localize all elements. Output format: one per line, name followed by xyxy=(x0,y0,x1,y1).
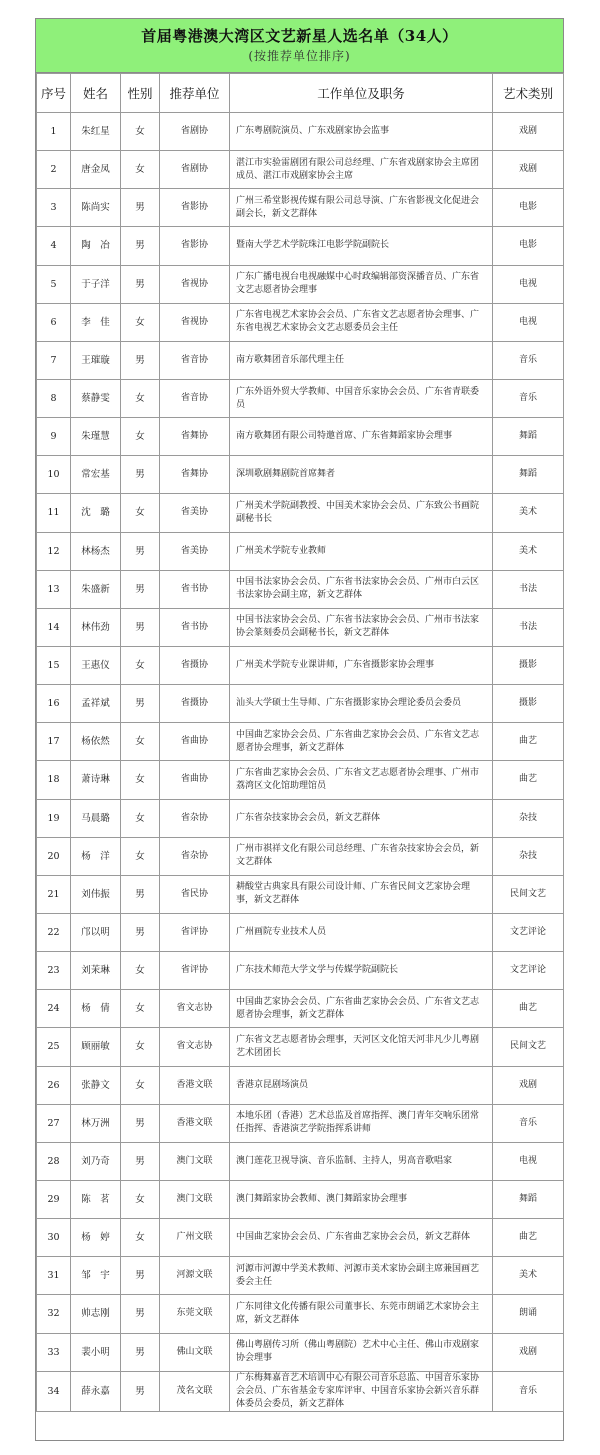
column-header-art-category: 艺术类别 xyxy=(493,74,564,113)
row-number-cell: 5 xyxy=(37,265,71,303)
row-number-cell: 9 xyxy=(37,418,71,456)
art-category-cell: 摄影 xyxy=(493,685,564,723)
table-row xyxy=(37,494,564,532)
person-name-cell: 顾丽敏 xyxy=(71,1028,121,1066)
recommending-unit-cell: 澳门文联 xyxy=(160,1142,230,1180)
person-name-cell: 王惠仪 xyxy=(71,646,121,684)
row-number-cell: 16 xyxy=(37,685,71,723)
table-row xyxy=(37,1295,564,1333)
gender-cell: 男 xyxy=(121,456,160,494)
row-number-cell: 7 xyxy=(37,341,71,379)
recommending-unit-cell: 省评协 xyxy=(160,913,230,951)
gender-cell: 男 xyxy=(121,227,160,265)
table-row xyxy=(37,227,564,265)
person-name-cell: 蔡静雯 xyxy=(71,379,121,417)
row-number-cell: 17 xyxy=(37,723,71,761)
gender-cell: 男 xyxy=(121,685,160,723)
gender-cell: 男 xyxy=(121,1142,160,1180)
table-row xyxy=(37,723,564,761)
art-category-cell: 舞蹈 xyxy=(493,1180,564,1218)
art-category-cell: 音乐 xyxy=(493,1104,564,1142)
column-header-gender: 性别 xyxy=(121,74,160,113)
row-number-cell: 8 xyxy=(37,379,71,417)
table-row xyxy=(37,113,564,151)
row-number-cell: 12 xyxy=(37,532,71,570)
work-unit-and-title-cell: 广州美术学院专业教师 xyxy=(230,532,493,570)
row-number-cell: 34 xyxy=(37,1371,71,1411)
table-row xyxy=(37,341,564,379)
recommending-unit-cell: 省书协 xyxy=(160,608,230,646)
table-row xyxy=(37,837,564,875)
gender-cell: 男 xyxy=(121,608,160,646)
person-name-cell: 孟祥斌 xyxy=(71,685,121,723)
art-category-cell: 杂技 xyxy=(493,837,564,875)
column-header-name: 姓名 xyxy=(71,74,121,113)
person-name-cell: 李 佳 xyxy=(71,303,121,341)
row-number-cell: 13 xyxy=(37,570,71,608)
table-row xyxy=(37,1028,564,1066)
roster-body xyxy=(37,113,564,1412)
table-row xyxy=(37,761,564,799)
recommending-unit-cell: 省音协 xyxy=(160,379,230,417)
row-number-cell: 28 xyxy=(37,1142,71,1180)
work-unit-and-title-cell: 本地乐团（香港）艺术总监及首席指挥、澳门青年交响乐团常任指挥、香港演艺学院指挥系讲师 xyxy=(230,1104,493,1142)
art-category-cell: 美术 xyxy=(493,532,564,570)
person-name-cell: 陈 茗 xyxy=(71,1180,121,1218)
work-unit-and-title-cell: 广东省电视艺术家协会会员、广东省文艺志愿者协会理事、广东省电视艺术家协会文艺志愿委员会主任 xyxy=(230,303,493,341)
recommending-unit-cell: 广州文联 xyxy=(160,1219,230,1257)
person-name-cell: 林杨杰 xyxy=(71,532,121,570)
person-name-cell: 沈 璐 xyxy=(71,494,121,532)
table-row xyxy=(37,1371,564,1411)
art-category-cell: 戏剧 xyxy=(493,113,564,151)
page-title: 首届粤港澳大湾区文艺新星人选名单（34人） xyxy=(141,27,458,45)
column-header-work-unit: 工作单位及职务 xyxy=(230,74,493,113)
row-number-cell: 27 xyxy=(37,1104,71,1142)
gender-cell: 女 xyxy=(121,799,160,837)
recommending-unit-cell: 香港文联 xyxy=(160,1066,230,1104)
recommending-unit-cell: 省杂协 xyxy=(160,799,230,837)
row-number-cell: 18 xyxy=(37,761,71,799)
recommending-unit-cell: 香港文联 xyxy=(160,1104,230,1142)
work-unit-and-title-cell: 中国书法家协会会员、广东省书法家协会会员、广州市书法家协会篆刻委员会副秘书长，新文艺群体 xyxy=(230,608,493,646)
row-number-cell: 33 xyxy=(37,1333,71,1371)
art-category-cell: 曲艺 xyxy=(493,1219,564,1257)
row-number-cell: 19 xyxy=(37,799,71,837)
work-unit-and-title-cell: 广州三希堂影视传媒有限公司总导演、广东省影视文化促进会副会长，新文艺群体 xyxy=(230,189,493,227)
gender-cell: 男 xyxy=(121,1104,160,1142)
row-number-cell: 1 xyxy=(37,113,71,151)
person-name-cell: 杨 婷 xyxy=(71,1219,121,1257)
table-row xyxy=(37,418,564,456)
person-name-cell: 唐金凤 xyxy=(71,151,121,189)
column-header-number: 序号 xyxy=(37,74,71,113)
table-row xyxy=(37,1066,564,1104)
art-category-cell: 曲艺 xyxy=(493,761,564,799)
table-row xyxy=(37,990,564,1028)
person-name-cell: 林万洲 xyxy=(71,1104,121,1142)
table-row xyxy=(37,151,564,189)
art-category-cell: 电影 xyxy=(493,227,564,265)
table-row xyxy=(37,456,564,494)
person-name-cell: 帅志刚 xyxy=(71,1295,121,1333)
art-category-cell: 舞蹈 xyxy=(493,418,564,456)
gender-cell: 男 xyxy=(121,189,160,227)
gender-cell: 女 xyxy=(121,494,160,532)
work-unit-and-title-cell: 中国曲艺家协会会员、广东省曲艺家协会会员，新文艺群体 xyxy=(230,1219,493,1257)
table-row xyxy=(37,685,564,723)
art-category-cell: 民间文艺 xyxy=(493,1028,564,1066)
table-row xyxy=(37,532,564,570)
gender-cell: 女 xyxy=(121,418,160,456)
recommending-unit-cell: 东莞文联 xyxy=(160,1295,230,1333)
art-category-cell: 曲艺 xyxy=(493,990,564,1028)
table-row xyxy=(37,1180,564,1218)
work-unit-and-title-cell: 广东技术师范大学文学与传媒学院副院长 xyxy=(230,952,493,990)
art-category-cell: 美术 xyxy=(493,494,564,532)
table-row xyxy=(37,1333,564,1371)
recommending-unit-cell: 澳门文联 xyxy=(160,1180,230,1218)
work-unit-and-title-cell: 广东梅舞嘉音艺术培训中心有限公司音乐总监、中国音乐家协会会员、广东省基金专家库评审、中国音乐家协会新兴音乐群体委员会委员，新文艺群体 xyxy=(230,1371,493,1411)
table-row xyxy=(37,1257,564,1295)
recommending-unit-cell: 省音协 xyxy=(160,341,230,379)
person-name-cell: 刘伟振 xyxy=(71,875,121,913)
art-category-cell: 摄影 xyxy=(493,646,564,684)
person-name-cell: 朱红星 xyxy=(71,113,121,151)
person-name-cell: 杨 倩 xyxy=(71,990,121,1028)
person-name-cell: 朱盛新 xyxy=(71,570,121,608)
work-unit-and-title-cell: 南方歌舞团有限公司特邀首席、广东省舞蹈家协会理事 xyxy=(230,418,493,456)
art-category-cell: 朗诵 xyxy=(493,1295,564,1333)
recommending-unit-cell: 省美协 xyxy=(160,532,230,570)
recommending-unit-cell: 省书协 xyxy=(160,570,230,608)
art-category-cell: 戏剧 xyxy=(493,151,564,189)
art-category-cell: 电影 xyxy=(493,189,564,227)
recommending-unit-cell: 省文志协 xyxy=(160,1028,230,1066)
gender-cell: 女 xyxy=(121,1066,160,1104)
person-name-cell: 马晨璐 xyxy=(71,799,121,837)
work-unit-and-title-cell: 中国曲艺家协会会员、广东省曲艺家协会会员、广东省文艺志愿者协会理事，新文艺群体 xyxy=(230,723,493,761)
art-category-cell: 书法 xyxy=(493,570,564,608)
gender-cell: 女 xyxy=(121,646,160,684)
recommending-unit-cell: 河源文联 xyxy=(160,1257,230,1295)
gender-cell: 女 xyxy=(121,303,160,341)
gender-cell: 男 xyxy=(121,1333,160,1371)
person-name-cell: 薛永嘉 xyxy=(71,1371,121,1411)
gender-cell: 女 xyxy=(121,723,160,761)
work-unit-and-title-cell: 汕头大学硕士生导师、广东省摄影家协会理论委员会委员 xyxy=(230,685,493,723)
recommending-unit-cell: 省评协 xyxy=(160,952,230,990)
row-number-cell: 2 xyxy=(37,151,71,189)
person-name-cell: 萧诗琳 xyxy=(71,761,121,799)
gender-cell: 男 xyxy=(121,265,160,303)
table-row xyxy=(37,646,564,684)
work-unit-and-title-cell: 中国书法家协会会员、广东省书法家协会会员、广州市白云区书法家协会副主席，新文艺群体 xyxy=(230,570,493,608)
table-row xyxy=(37,379,564,417)
row-number-cell: 23 xyxy=(37,952,71,990)
gender-cell: 女 xyxy=(121,151,160,189)
work-unit-and-title-cell: 广东省曲艺家协会会员、广东省文艺志愿者协会理事、广州市荔湾区文化馆助理馆员 xyxy=(230,761,493,799)
person-name-cell: 刘茉琳 xyxy=(71,952,121,990)
gender-cell: 女 xyxy=(121,990,160,1028)
art-category-cell: 戏剧 xyxy=(493,1333,564,1371)
art-category-cell: 杂技 xyxy=(493,799,564,837)
work-unit-and-title-cell: 佛山粤剧传习所（佛山粤剧院）艺术中心主任、佛山市戏剧家协会理事 xyxy=(230,1333,493,1371)
person-name-cell: 刘乃奇 xyxy=(71,1142,121,1180)
page-subtitle: (按推荐单位排序) xyxy=(248,49,351,63)
row-number-cell: 32 xyxy=(37,1295,71,1333)
recommending-unit-cell: 省杂协 xyxy=(160,837,230,875)
recommending-unit-cell: 茂名文联 xyxy=(160,1371,230,1411)
gender-cell: 男 xyxy=(121,1371,160,1411)
row-number-cell: 21 xyxy=(37,875,71,913)
person-name-cell: 张静文 xyxy=(71,1066,121,1104)
table-row xyxy=(37,799,564,837)
person-name-cell: 常宏基 xyxy=(71,456,121,494)
column-header-recommending-unit: 推荐单位 xyxy=(160,74,230,113)
work-unit-and-title-cell: 湛江市实验雷剧团有限公司总经理、广东省戏剧家协会主席团成员、湛江市戏剧家协会主席 xyxy=(230,151,493,189)
person-name-cell: 陈尚实 xyxy=(71,189,121,227)
work-unit-and-title-cell: 暨南大学艺术学院珠江电影学院副院长 xyxy=(230,227,493,265)
table-row xyxy=(37,608,564,646)
recommending-unit-cell: 省影协 xyxy=(160,189,230,227)
gender-cell: 男 xyxy=(121,532,160,570)
row-number-cell: 24 xyxy=(37,990,71,1028)
table-row xyxy=(37,265,564,303)
person-name-cell: 杨 洋 xyxy=(71,837,121,875)
work-unit-and-title-cell: 澳门莲花卫视导演、音乐监制、主持人，男高音歌唱家 xyxy=(230,1142,493,1180)
row-number-cell: 6 xyxy=(37,303,71,341)
gender-cell: 男 xyxy=(121,875,160,913)
row-number-cell: 15 xyxy=(37,646,71,684)
person-name-cell: 王璀璇 xyxy=(71,341,121,379)
gender-cell: 女 xyxy=(121,113,160,151)
art-category-cell: 文艺评论 xyxy=(493,913,564,951)
art-category-cell: 美术 xyxy=(493,1257,564,1295)
recommending-unit-cell: 省文志协 xyxy=(160,990,230,1028)
art-category-cell: 民间文艺 xyxy=(493,875,564,913)
table-row xyxy=(37,952,564,990)
gender-cell: 女 xyxy=(121,952,160,990)
recommending-unit-cell: 省舞协 xyxy=(160,418,230,456)
person-name-cell: 裴小明 xyxy=(71,1333,121,1371)
art-category-cell: 舞蹈 xyxy=(493,456,564,494)
table-row xyxy=(37,913,564,951)
recommending-unit-cell: 省曲协 xyxy=(160,761,230,799)
work-unit-and-title-cell: 广州美术学院专业课讲师，广东省摄影家协会理事 xyxy=(230,646,493,684)
person-name-cell: 邝以明 xyxy=(71,913,121,951)
table-row xyxy=(37,875,564,913)
recommending-unit-cell: 省民协 xyxy=(160,875,230,913)
row-number-cell: 3 xyxy=(37,189,71,227)
person-name-cell: 于子洋 xyxy=(71,265,121,303)
art-category-cell: 文艺评论 xyxy=(493,952,564,990)
row-number-cell: 30 xyxy=(37,1219,71,1257)
person-name-cell: 朱瑾慧 xyxy=(71,418,121,456)
recommending-unit-cell: 佛山文联 xyxy=(160,1333,230,1371)
row-number-cell: 11 xyxy=(37,494,71,532)
person-name-cell: 林伟劲 xyxy=(71,608,121,646)
table-row xyxy=(37,570,564,608)
roster-table xyxy=(36,73,564,1412)
work-unit-and-title-cell: 河源市河源中学美术教师、河源市美术家协会副主席兼国画艺委会主任 xyxy=(230,1257,493,1295)
gender-cell: 男 xyxy=(121,1295,160,1333)
work-unit-and-title-cell: 广东粤剧院演员、广东戏剧家协会监事 xyxy=(230,113,493,151)
row-number-cell: 20 xyxy=(37,837,71,875)
work-unit-and-title-cell: 广东省文艺志愿者协会理事，天河区文化馆天河非凡少儿粤剧艺术团团长 xyxy=(230,1028,493,1066)
gender-cell: 男 xyxy=(121,1257,160,1295)
gender-cell: 女 xyxy=(121,837,160,875)
gender-cell: 男 xyxy=(121,570,160,608)
table-row xyxy=(37,1142,564,1180)
recommending-unit-cell: 省剧协 xyxy=(160,113,230,151)
row-number-cell: 4 xyxy=(37,227,71,265)
gender-cell: 女 xyxy=(121,761,160,799)
row-number-cell: 26 xyxy=(37,1066,71,1104)
person-name-cell: 陶 冶 xyxy=(71,227,121,265)
work-unit-and-title-cell: 广州画院专业技术人员 xyxy=(230,913,493,951)
art-category-cell: 书法 xyxy=(493,608,564,646)
gender-cell: 女 xyxy=(121,1028,160,1066)
work-unit-and-title-cell: 耕酸堂古典家具有限公司设计师、广东省民间文艺家协会理事，新文艺群体 xyxy=(230,875,493,913)
row-number-cell: 31 xyxy=(37,1257,71,1295)
work-unit-and-title-cell: 广东广播电视台电视融媒中心时政编辑部资深播音员、广东省文艺志愿者协会理事 xyxy=(230,265,493,303)
art-category-cell: 戏剧 xyxy=(493,1066,564,1104)
art-category-cell: 音乐 xyxy=(493,379,564,417)
person-name-cell: 邹 宇 xyxy=(71,1257,121,1295)
recommending-unit-cell: 省舞协 xyxy=(160,456,230,494)
gender-cell: 女 xyxy=(121,1219,160,1257)
row-number-cell: 29 xyxy=(37,1180,71,1218)
recommending-unit-cell: 省摄协 xyxy=(160,685,230,723)
row-number-cell: 25 xyxy=(37,1028,71,1066)
recommending-unit-cell: 省影协 xyxy=(160,227,230,265)
table-row xyxy=(37,303,564,341)
art-category-cell: 电视 xyxy=(493,303,564,341)
art-category-cell: 曲艺 xyxy=(493,723,564,761)
recommending-unit-cell: 省剧协 xyxy=(160,151,230,189)
table-row xyxy=(37,189,564,227)
gender-cell: 男 xyxy=(121,341,160,379)
art-category-cell: 电视 xyxy=(493,1142,564,1180)
recommending-unit-cell: 省视协 xyxy=(160,265,230,303)
work-unit-and-title-cell: 广州美术学院副教授、中国美术家协会会员、广东致公书画院副秘书长 xyxy=(230,494,493,532)
work-unit-and-title-cell: 南方歌舞团音乐部代理主任 xyxy=(230,341,493,379)
person-name-cell: 杨依然 xyxy=(71,723,121,761)
title-band xyxy=(36,19,563,73)
work-unit-and-title-cell: 澳门舞蹈家协会教师、澳门舞蹈家协会理事 xyxy=(230,1180,493,1218)
work-unit-and-title-cell: 香港京昆剧场演员 xyxy=(230,1066,493,1104)
gender-cell: 男 xyxy=(121,913,160,951)
work-unit-and-title-cell: 广东外语外贸大学教师、中国音乐家协会会员、广东省青联委员 xyxy=(230,379,493,417)
roster-sheet xyxy=(35,18,564,1441)
work-unit-and-title-cell: 深圳歌剧舞剧院首席舞者 xyxy=(230,456,493,494)
row-number-cell: 22 xyxy=(37,913,71,951)
gender-cell: 女 xyxy=(121,1180,160,1218)
recommending-unit-cell: 省曲协 xyxy=(160,723,230,761)
recommending-unit-cell: 省美协 xyxy=(160,494,230,532)
row-number-cell: 14 xyxy=(37,608,71,646)
work-unit-and-title-cell: 广东同律文化传播有限公司董事长、东莞市朗诵艺术家协会主席，新文艺群体 xyxy=(230,1295,493,1333)
recommending-unit-cell: 省摄协 xyxy=(160,646,230,684)
table-row xyxy=(37,1104,564,1142)
work-unit-and-title-cell: 广州市祺祥文化有限公司总经理、广东省杂技家协会会员，新文艺群体 xyxy=(230,837,493,875)
row-number-cell: 10 xyxy=(37,456,71,494)
recommending-unit-cell: 省视协 xyxy=(160,303,230,341)
art-category-cell: 电视 xyxy=(493,265,564,303)
art-category-cell: 音乐 xyxy=(493,341,564,379)
table-header-row xyxy=(37,74,564,113)
table-row xyxy=(37,1219,564,1257)
art-category-cell: 音乐 xyxy=(493,1371,564,1411)
work-unit-and-title-cell: 中国曲艺家协会会员、广东省曲艺家协会会员、广东省文艺志愿者协会理事，新文艺群体 xyxy=(230,990,493,1028)
work-unit-and-title-cell: 广东省杂技家协会会员，新文艺群体 xyxy=(230,799,493,837)
gender-cell: 女 xyxy=(121,379,160,417)
